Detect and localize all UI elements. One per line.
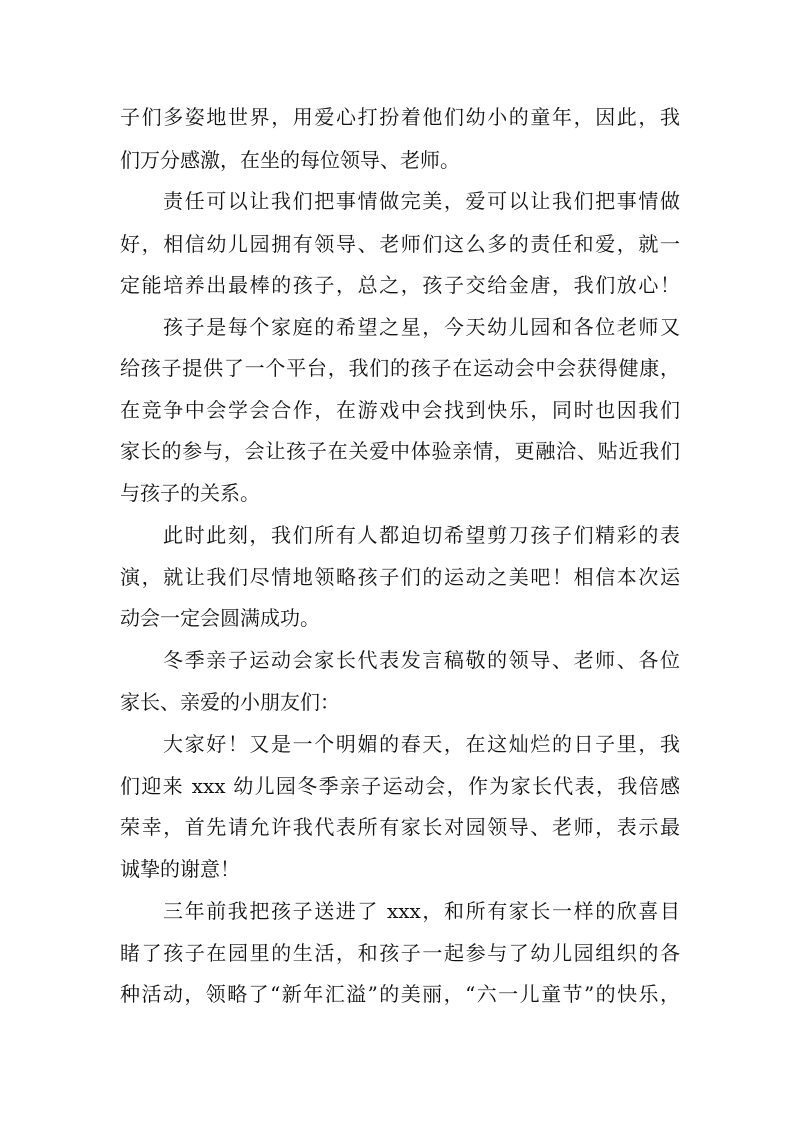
paragraph-line: 冬季亲子运动会家长代表发言稿敬的领导、老师、各位: [163, 648, 680, 672]
paragraph-line: 大家好！又是一个明媚的春天，在这灿烂的日子里，我: [163, 732, 680, 756]
paragraph-line: 给孩子提供了一个平台，我们的孩子在运动会中会获得健康，: [120, 356, 680, 380]
paragraph-line: 们万分感激，在坐的每位领导、老师。: [120, 148, 460, 172]
paragraph-line: 子们多姿地世界，用爱心打扮着他们幼小的童年，因此，我: [120, 105, 680, 129]
paragraph-line: 家长、亲爱的小朋友们：: [120, 690, 340, 714]
paragraph-line: 家长的参与，会让孩子在关爱中体验亲情，更融洽、贴近我们: [120, 439, 680, 463]
paragraph-line: 在竞争中会学会合作，在游戏中会找到快乐，同时也因我们: [120, 398, 680, 422]
paragraph-line: 诚挚的谢意！: [120, 857, 240, 881]
paragraph-line: 责任可以让我们把事情做完美，爱可以让我们把事情做: [163, 189, 680, 213]
paragraph-line: 孩子是每个家庭的希望之星，今天幼儿园和各位老师又: [163, 315, 680, 339]
paragraph-line: 荣幸，首先请允许我代表所有家长对园领导、老师，表示最: [120, 815, 680, 839]
paragraph-line: 睹了孩子在园里的生活，和孩子一起参与了幼儿园组织的各: [120, 941, 680, 965]
paragraph-line: 定能培养出最棒的孩子，总之，孩子交给金唐，我们放心！: [120, 273, 680, 297]
paragraph-line: 此时此刻，我们所有人都迫切希望剪刀孩子们精彩的表: [163, 523, 680, 547]
paragraph-line: 好，相信幼儿园拥有领导、老师们这么多的责任和爱，就一: [120, 232, 680, 256]
paragraph-line: 们迎来 xxx 幼儿园冬季亲子运动会，作为家长代表，我倍感: [120, 774, 680, 798]
paragraph-line: 与孩子的关系。: [120, 481, 260, 505]
paragraph-line: 三年前我把孩子送进了 xxx，和所有家长一样的欣喜目: [163, 899, 680, 923]
paragraph-line: 演，就让我们尽情地领略孩子们的运动之美吧！相信本次运: [120, 565, 680, 589]
paragraph-line: 种活动，领略了“新年汇溢”的美丽，“六一儿童节”的快乐，: [120, 982, 680, 1006]
paragraph-line: 动会一定会圆满成功。: [120, 606, 320, 630]
